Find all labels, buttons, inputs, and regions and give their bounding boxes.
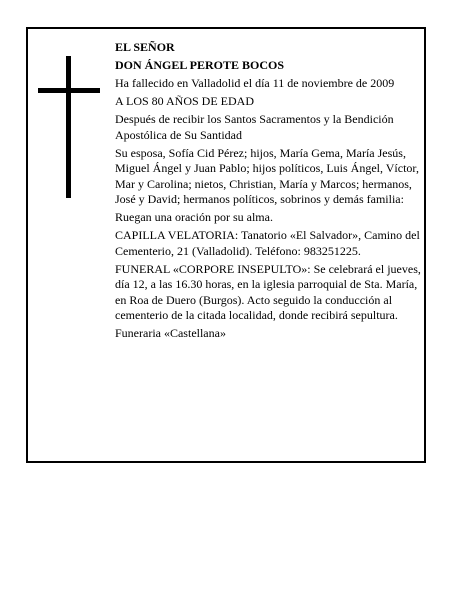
funeral-info: FUNERAL «CORPORE INSEPULTO»: Se celebrará el jueves, día 12, a las 16.30 horas, en la iglesia parroquial de Sta. María, en Roa de Duero (Burgos). Acto seguido la conducción al cementerio de la citada localidad, donde recibirá sepultura. [115, 261, 421, 322]
family-list: Su esposa, Sofía Cid Pérez; hijos, María Gema, María Jesús, Miguel Ángel y Juan Pablo; hijos políticos, Luis Ángel, Víctor, Mar y Carolina; nietos, Christian, María y Marcos; hermanos, José y David; hermanos políticos, sobrinos y demás familia: [115, 145, 419, 206]
cross-vertical-bar [66, 56, 71, 198]
cross-icon [38, 56, 100, 198]
funeral-home: Funeraria «Castellana» [115, 326, 226, 340]
notice-title: EL SEÑOR [115, 40, 175, 54]
death-announcement: Ha fallecido en Valladolid el día 11 de noviembre de 2009 [115, 76, 395, 90]
obituary-notice [26, 27, 426, 463]
deceased-name: DON ÁNGEL PEROTE BOCOS [115, 58, 285, 72]
prayer-request: Ruegan una oración por su alma. [115, 210, 273, 224]
age-line: A LOS 80 AÑOS DE EDAD [115, 94, 255, 108]
sacraments-line: Después de recibir los Santos Sacramentos y la Bendición Apostólica de Su Santidad [115, 112, 394, 142]
cross-horizontal-bar [38, 88, 100, 93]
notice-text [115, 40, 427, 344]
chapel-info: CAPILLA VELATORIA: Tanatorio «El Salvador», Camino del Cementerio, 21 (Valladolid). Teléfono: 983251225. [115, 228, 420, 258]
